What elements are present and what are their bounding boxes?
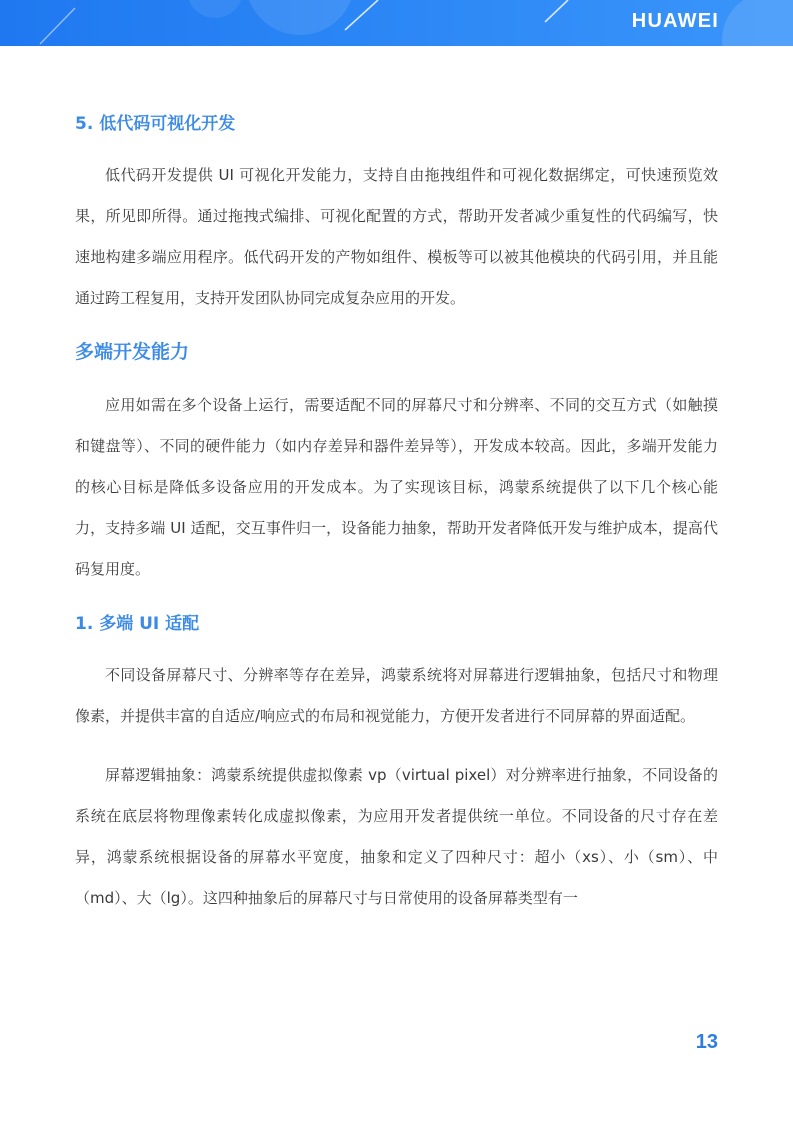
paragraph: 不同设备屏幕尺寸、分辨率等存在差异，鸿蒙系统将对屏幕进行逻辑抽象，包括尺寸和物理像素，并提供丰富的自适应/响应式的布局和视觉能力，方便开发者进行不同屏幕的界面适配。 xyxy=(75,666,718,725)
document-body xyxy=(75,112,718,919)
section-heading-low-code: 5. 低代码可视化开发 xyxy=(75,114,236,134)
page-number: 13 xyxy=(695,1031,718,1053)
section-heading-multi-device: 多端开发能力 xyxy=(75,341,190,363)
brand-logo-text: HUAWEI xyxy=(631,10,719,32)
paragraph: 低代码开发提供 UI 可视化开发能力，支持自由拖拽组件和可视化数据绑定，可快速预览效果，所见即所得。通过拖拽式编排、可视化配置的方式，帮助开发者减少重复性的代码编写，快速地构建多端应用程序。低代码开发的产物如组件、模板等可以被其他模块的代码引用，并且能通过跨工程复用，支持开发团队协同完成复杂应用的开发。 xyxy=(75,166,718,307)
page-header xyxy=(0,0,793,46)
paragraph: 应用如需在多个设备上运行，需要适配不同的屏幕尺寸和分辨率、不同的交互方式（如触摸和键盘等）、不同的硬件能力（如内存差异和器件差异等），开发成本较高。因此，多端开发能力的核心目标是降低多设备应用的开发成本。为了实现该目标，鸿蒙系统提供了以下几个核心能力，支持多端 UI 适配，交互事件归一，设备能力抽象，帮助开发者降低开发与维护成本，提高代码复用度。 xyxy=(75,396,718,578)
paragraph: 屏幕逻辑抽象：鸿蒙系统提供虚拟像素 vp（virtual pixel）对分辨率进行抽象，不同设备的系统在底层将物理像素转化成虚拟像素，为应用开发者提供统一单位。不同设备的尺寸存在差异，鸿蒙系统根据设备的屏幕水平宽度，抽象和定义了四种尺寸：超小（xs）、小（sm）、中（md）、大（lg）。这四种抽象后的屏幕尺寸与日常使用的设备屏幕类型有一 xyxy=(75,766,718,907)
section-heading-ui-adaptation: 1. 多端 UI 适配 xyxy=(75,614,200,634)
